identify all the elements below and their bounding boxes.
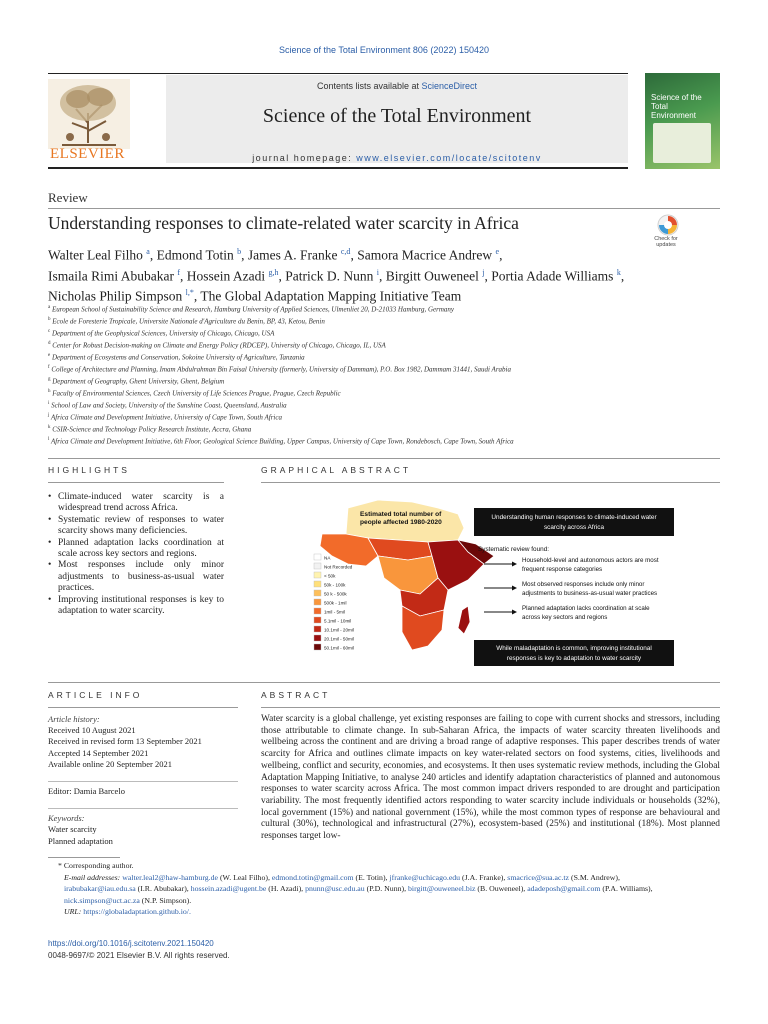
homepage-line	[166, 153, 628, 163]
masthead-center-panel	[166, 75, 628, 163]
author-separator: ,	[620, 268, 625, 283]
email-link[interactable]: pnunn@usc.edu.au	[305, 884, 365, 894]
legend-swatch	[314, 599, 321, 605]
author-name[interactable]: Edmond Totin	[156, 247, 234, 263]
cover-title: Science of the Total Environment	[651, 93, 702, 120]
email-owner: (H. Azadi),	[266, 884, 306, 894]
highlight-item: • Improving institutional responses is key to adaptation to water scarcity.	[48, 595, 224, 618]
affiliation-item	[48, 363, 720, 375]
affiliation-item	[48, 411, 720, 423]
doi-link[interactable]: https://doi.org/10.1016/j.scitotenv.2021.150420	[48, 939, 214, 948]
email-owner: (E. Totin),	[353, 872, 390, 882]
finding-text: Most observed responses include only minor	[522, 581, 645, 588]
article-top-rule	[48, 208, 720, 209]
email-owner: (W. Leal Filho),	[218, 872, 272, 882]
author-separator: ,	[241, 247, 248, 263]
check-updates-label: Check for updates	[654, 236, 678, 248]
article-info-heading: ARTICLE INFO	[48, 690, 143, 700]
author-affiliation-marker[interactable]: i	[376, 267, 380, 277]
highlights-sub-rule	[48, 482, 224, 483]
affiliation-item	[48, 315, 720, 327]
affiliation-key: a	[48, 305, 51, 310]
affiliation-item	[48, 327, 720, 339]
legend-swatch	[314, 626, 321, 632]
map-title-line-1: Estimated total number of	[360, 511, 442, 518]
author-separator: ,	[350, 247, 358, 263]
finding-text: adjustments to business-as-usual water practices	[522, 590, 658, 597]
contents-line	[166, 81, 628, 91]
ga-top-box	[474, 508, 674, 536]
author-separator: ,	[484, 268, 492, 283]
history-divider	[48, 770, 238, 782]
legend-label: 50k - 100k	[324, 582, 346, 588]
affiliation-key: e	[48, 353, 51, 359]
affiliation-text: Faculty of Environmental Sciences, Czech University of Life Sciences Prague, Prague, Czech Republic	[52, 389, 341, 398]
legend-swatch	[314, 554, 321, 560]
affiliation-item	[48, 423, 720, 435]
affiliation-item	[48, 339, 720, 351]
email-link[interactable]: hossein.azadi@ugent.be	[190, 884, 267, 894]
legend-label: Not Recorded	[324, 564, 353, 570]
email-owner: (P.A. Williams),	[600, 884, 653, 894]
legend-label: 10.1mil - 20mil	[324, 627, 354, 633]
affiliation-item	[48, 399, 720, 411]
email-link[interactable]: walter.leal2@haw-hamburg.de	[122, 872, 218, 882]
affiliation-text: Department of Ecosystems and Conservation, Sokoine University of Agriculture, Tanzania	[51, 353, 305, 362]
editor-divider	[48, 797, 238, 809]
affiliation-text: Africa Climate and Development Initiative, University of Cape Town, South Africa	[51, 413, 282, 422]
author-separator: ,	[499, 247, 503, 263]
author-affiliation-marker[interactable]: e	[495, 247, 500, 256]
finding-text: across key sectors and regions	[522, 614, 608, 621]
affiliation-text: School of Law and Society, University of the Sunshine Coast, Queensland, Australia	[51, 401, 287, 410]
legend-label: < 50k	[324, 573, 336, 579]
email-owner: (P.D. Nunn),	[364, 884, 408, 894]
highlights-heading: HIGHLIGHTS	[48, 465, 130, 475]
author-affiliation-marker[interactable]: a	[146, 247, 150, 256]
author-name[interactable]: James A. Franke	[247, 247, 338, 263]
ga-bottom-box-line-2: responses is key to adaptation to water scarcity	[506, 655, 642, 662]
homepage-prefix: journal homepage:	[252, 153, 357, 163]
masthead	[48, 73, 720, 169]
author-affiliation-marker[interactable]: f	[177, 267, 181, 277]
graphical-abstract-heading: GRAPHICAL ABSTRACT	[261, 465, 412, 475]
ga-findings	[484, 557, 659, 621]
legend-swatch	[314, 608, 321, 614]
history-revised: Received in revised form 13 September 2021	[48, 736, 202, 747]
email-link[interactable]: adadeposh@gmail.com	[527, 884, 601, 894]
affiliation-key: f	[48, 365, 50, 371]
affiliation-text: College of Architecture and Planning, Imam Abdulrahman Bin Faisal University (formerly, University of Dammam), P.O. Box 1982, Dammam 31441, Saudi Arabia	[51, 365, 511, 374]
legend-swatch	[314, 581, 321, 587]
journal-reference[interactable]: Science of the Total Environment 806 (2022) 150420	[279, 45, 489, 55]
elsevier-tree-icon	[48, 79, 130, 149]
project-url-link[interactable]: https://globaladaptation.github.io/.	[83, 907, 191, 917]
editor: Editor: Damia Barcelo	[48, 786, 125, 797]
copyright-line: 0048-9697/© 2021 Elsevier B.V. All rights reserved.	[48, 951, 230, 960]
affiliation-text: European School of Sustainability Science and Research, Hamburg University of Applied Sciences, Ulmenliet 20, D-21033 Hamburg, Germany	[51, 305, 455, 314]
abstract-text: Water scarcity is a global challenge, yet existing responses are failing to cope with current shocks and stressors, including those attributable to climate change. In sub-Saharan Africa, the impacts of water scarcity threaten livelihoods and wellbeing across the continent and are driving a broad range of adaptive responses. This paper describes trends of water scarcity for Africa and outlines climate impacts on key water-related sectors on food systems, cities, livelihoods and wellbeing, conflict and security, economies, and ecosystems. It then uses systematic review methods, including the Global Adaptation Mapping Initiative, to analyse 240 articles and identify adaptation characteristics of planned and autonomous responses to water scarcity across Africa. The most common impact drivers responded to are drought and participation variability. The most frequently identified actors responding to water scarcity include individuals or households (32%), local government (15%) and national government (15%), while the most common types of response are behavioural and cultural (30%), technological and infrastructural (27%), ecosystem-based (25%) and institutional (18%). Most planned responses target low-	[261, 714, 720, 842]
check-updates-icon	[650, 213, 686, 237]
affiliation-text: Ecole de Foresterie Tropicale, Universite Nationale d'Agriculture du Benin, BP, 43, Ketou, Benin	[52, 317, 325, 326]
elsevier-logo[interactable]	[48, 79, 130, 165]
author-name[interactable]: Portia Adade Williams	[491, 268, 614, 283]
map-madagascar	[458, 606, 470, 634]
author-affiliation-marker[interactable]: l,*	[185, 288, 194, 297]
map-legend	[314, 554, 354, 651]
graphical-abstract-figure[interactable]	[308, 494, 684, 668]
cover-artwork	[653, 123, 711, 163]
affiliation-key: b	[48, 317, 51, 323]
author-name[interactable]: Patrick D. Nunn	[285, 268, 374, 283]
journal-title: Science of the Total Environment	[262, 105, 532, 127]
legend-label: 5.1mil - 10mil	[324, 618, 352, 624]
arrow-right-icon	[512, 586, 517, 591]
affiliation-key: k	[48, 425, 51, 431]
ga-found-label: Systematic review found:	[478, 546, 550, 553]
author-name[interactable]: Birgitt Ouweneel	[385, 268, 479, 283]
article-type: Review	[48, 190, 88, 205]
affiliation-key: l	[48, 437, 50, 443]
email-addresses	[48, 872, 720, 907]
legend-label: NA	[324, 555, 331, 561]
email-label: E-mail addresses:	[64, 872, 121, 882]
legend-swatch	[314, 617, 321, 623]
url-line	[48, 906, 720, 918]
highlight-item: • Climate-induced water scarcity is a widespread trend across Africa.	[48, 492, 224, 515]
author-name[interactable]: Hossein Azadi	[186, 268, 266, 283]
article-info-rule	[48, 682, 720, 683]
legend-label: 50 k - 500k	[324, 591, 347, 597]
affiliation-item	[48, 387, 720, 399]
article-info-sub-rule	[48, 707, 238, 708]
keyword: Planned adaptation	[48, 835, 113, 846]
affiliation-item	[48, 375, 720, 387]
author-affiliation-marker[interactable]: b	[237, 247, 242, 256]
highlight-item: • Most responses include only minor adjustments to business-as-usual water practices.	[48, 560, 224, 594]
legend-swatch	[314, 563, 321, 569]
affiliation-key: h	[48, 389, 51, 395]
email-link[interactable]: nick.simpson@uct.ac.za	[64, 895, 140, 905]
legend-swatch	[314, 590, 321, 596]
affiliation-text: CSIR-Science and Technology Policy Research Institute, Accra, Ghana	[52, 425, 252, 434]
highlight-item: • Systematic review of responses to water scarcity shows many deficiencies.	[48, 515, 224, 538]
homepage-link[interactable]: www.elsevier.com/locate/scitotenv	[356, 153, 542, 163]
publisher-logo-text: ELSEVIER	[50, 146, 125, 162]
ga-top-box-line-1: Understanding human responses to climate-induced water	[491, 514, 657, 521]
affiliation-key: j	[48, 413, 50, 419]
finding-text: Household-level and autonomous actors are most	[522, 557, 659, 564]
article-info	[48, 714, 238, 847]
ga-bottom-box-line-1: While maladaptation is common, improving institutional	[496, 645, 652, 652]
author-separator: ,	[180, 268, 187, 283]
url-label: URL:	[64, 907, 82, 917]
email-link[interactable]: jfranke@uchicago.edu	[389, 872, 461, 882]
arrow-right-icon	[512, 562, 517, 567]
highlight-item: • Planned adaptation lacks coordination at scale across key sectors and regions.	[48, 538, 224, 561]
author-name[interactable]: Ismaila Rimi Abubakar	[48, 268, 174, 283]
keyword: Water scarcity	[48, 824, 97, 835]
author-name[interactable]: The Global Adaptation Mapping Initiative Team	[200, 288, 462, 304]
legend-label: 1mil - 5mil	[324, 609, 345, 615]
graphical-abstract-sub-rule	[261, 482, 720, 483]
email-owner: (J.A. Franke),	[460, 872, 508, 882]
affiliation-text: Department of Geography, Ghent University, Ghent, Belgium	[52, 377, 225, 386]
affiliation-key: c	[48, 329, 51, 335]
email-link[interactable]: smacrice@sua.ac.tz	[507, 872, 570, 882]
ga-bottom-box	[474, 640, 674, 666]
author-name[interactable]: Walter Leal Filho	[48, 247, 143, 263]
author-separator: ,	[193, 288, 201, 304]
email-owner: (I.R. Abubakar),	[135, 884, 191, 894]
author-affiliation-marker[interactable]: g,h	[268, 267, 279, 277]
footnotes	[48, 860, 720, 918]
legend-swatch	[314, 644, 321, 650]
article-title: Understanding responses to climate-related water scarcity in Africa	[48, 213, 519, 233]
ga-top-box-line-2: scarcity across Africa	[543, 524, 605, 531]
history-received: Received 10 August 2021	[48, 725, 136, 736]
masthead-top-rule	[48, 73, 628, 74]
affiliation-list	[48, 303, 720, 447]
finding-text: frequent response categories	[522, 566, 603, 573]
masthead-bottom-rule	[48, 167, 628, 169]
legend-label: 500k - 1mil	[324, 600, 347, 606]
history-accepted: Accepted 14 September 2021	[48, 747, 149, 758]
author-list	[48, 243, 688, 305]
author-separator: ,	[278, 268, 286, 283]
affiliation-text: Department of the Geophysical Sciences, University of Chicago, Chicago, USA	[51, 329, 275, 338]
map-title-line-2: people affected 1980-2020	[360, 519, 442, 526]
legend-label: 50.1mil - 60mil	[324, 645, 354, 651]
author-affiliation-marker[interactable]: c,d	[340, 247, 351, 256]
footnote-rule	[48, 857, 120, 858]
corresponding-author-note: * Corresponding author.	[58, 861, 134, 870]
abstract-heading: ABSTRACT	[261, 690, 331, 700]
author-affiliation-marker[interactable]: k	[616, 267, 621, 277]
legend-label: 20.1mil - 50mil	[324, 636, 354, 642]
affiliation-key: i	[48, 401, 50, 407]
journal-cover-image[interactable]	[645, 73, 720, 169]
email-owner: (S.M. Andrew),	[569, 872, 620, 882]
affiliation-text: Africa Climate and Development Initiative, 6th Floor, Geological Science Building, Upper Campus, University of Cape Town, Rondebosch, Cape Town, South Africa	[51, 437, 514, 446]
email-link[interactable]: irabubakar@iau.edu.sa	[64, 884, 136, 894]
affiliation-text: Center for Robust Decision-making on Climate and Energy Policy (RDCEP), University of Chicago, Chicago, IL, USA	[52, 341, 386, 350]
legend-swatch	[314, 572, 321, 578]
abstract-sub-rule	[261, 707, 720, 708]
affiliation-item	[48, 351, 720, 363]
keywords-label: Keywords:	[48, 813, 85, 824]
contents-prefix: Contents lists available at	[316, 81, 422, 91]
author-affiliation-marker[interactable]: j	[482, 267, 485, 277]
highlights-list	[48, 492, 224, 617]
affiliation-key: d	[48, 341, 51, 347]
email-link[interactable]: birgitt@ouweneel.biz	[408, 884, 476, 894]
affiliation-item	[48, 303, 720, 315]
email-link[interactable]: edmond.totin@gmail.com	[271, 872, 354, 882]
author-separator: ,	[379, 268, 386, 283]
arrow-right-icon	[512, 610, 517, 615]
legend-swatch	[314, 635, 321, 641]
affiliation-key: g	[48, 377, 51, 383]
author-separator: ,	[149, 247, 157, 263]
author-name[interactable]: Nicholas Philip Simpson	[48, 288, 183, 304]
email-owner: (B. Ouweneel),	[475, 884, 528, 894]
history-label: Article history:	[48, 714, 100, 724]
email-owner: (N.P. Simpson).	[139, 895, 192, 905]
finding-text: Planned adaptation lacks coordination at scale	[522, 605, 650, 612]
highlights-rule	[48, 458, 720, 459]
affiliation-item	[48, 435, 720, 447]
author-name[interactable]: Samora Macrice Andrew	[357, 247, 493, 263]
sciencedirect-link[interactable]: ScienceDirect	[421, 81, 478, 91]
history-online: Available online 20 September 2021	[48, 758, 173, 769]
